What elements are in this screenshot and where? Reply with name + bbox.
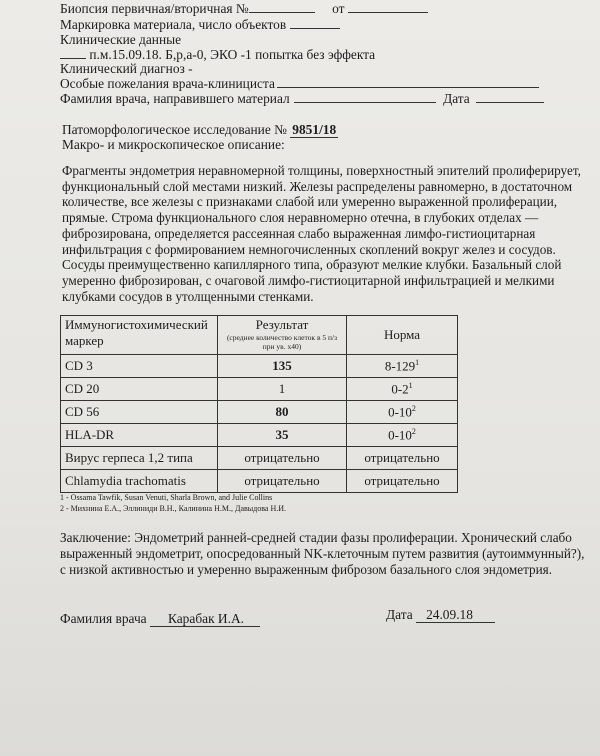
norm-value: 8-129 [384,358,416,374]
clinical-value: п.м.15.09.18. Б,р,а-0, ЭКО -1 попытка без эффекта [89,47,376,62]
study-title: Патоморфологическое исследование № [62,122,287,137]
marker-cell: Chlamydia trachomatis [61,470,218,493]
norm-footnote-ref: 2 [411,403,416,413]
clinical-prefix-blank [60,58,86,59]
biopsy-line [60,1,428,16]
marker-cell: CD 56 [61,401,218,424]
ihc-table-header [61,316,458,355]
footnote-1: 1 - Ossama Tawfik, Susan Venuti, Sharla Brown, and Julie Collins [60,493,273,502]
result-column-note: (среднее количество клеток в 5 п/з при ув. x40) [226,333,338,351]
norm-footnote-ref: 1 [415,357,420,367]
header-date-label: Дата [443,91,470,106]
biopsy-date-blank [348,12,428,13]
table-row [61,424,458,447]
signature-doctor-name: Карабак И.А. [150,611,260,627]
result-column-title: Результат [255,317,309,332]
referring-doctor-line [60,91,544,106]
signature-date-label: Дата [386,607,413,622]
result-column-header [218,316,347,355]
biopsy-label: Биопсия первичная/вторичная № [60,1,249,16]
marking-label: Маркировка материала, число объектов [60,17,287,32]
norm-column-header: Норма [347,316,458,355]
norm-footnote-ref: 2 [411,426,416,436]
study-title-line [62,122,338,138]
ihc-table [60,315,458,493]
result-cell: отрицательно [218,470,347,493]
norm-cell [347,378,458,401]
norm-footnote-ref: 1 [408,380,413,390]
wishes-label: Особые пожелания врача-клинициста [60,76,275,91]
result-cell: 1 [218,378,347,401]
table-row [61,447,458,470]
norm-cell: отрицательно [347,470,458,493]
marker-column-header: Иммуногистохимический маркер [61,316,218,355]
norm-value: 0-10 [388,404,412,420]
clinical-value-line [60,47,375,62]
norm-value: 0-2 [391,381,409,397]
signature-doctor-line [60,611,260,627]
signature-date-line [386,607,495,623]
marker-cell: CD 20 [61,378,218,401]
referring-doctor-label: Фамилия врача, направившего материал [60,91,290,106]
marking-blank [290,28,340,29]
result-cell: 135 [218,355,347,378]
study-subtitle: Макро- и микроскопическое описание: [62,137,285,152]
table-row [61,378,458,401]
norm-value: 0-10 [388,427,412,443]
header-date-blank [476,102,544,103]
marker-cell: CD 3 [61,355,218,378]
norm-cell [347,424,458,447]
wishes-line [60,76,539,91]
clinical-label: Клинические данные [60,32,182,47]
description-text: Фрагменты эндометрия неравномерной толщины, поверхностный эпителий пролиферирует, функциональный слой местами низкий. Железы распределены равномерно, в достаточном количестве, все железы с признаками слабой или умеренно выраженной пролиферации, прямые. Строма функционального слоя неравномерно отечна, в глубоких отделах — фиброзирована, определяется рассеянная слабо выраженная лимфо-гистиоцитарная инфильтрация с формированием немногочисленных скоплений вокруг желез и сосудов. Сосуды преимущественно капиллярного типа, образуют мелкие клубки. Базальный слой умеренно фиброзирован, с очаговой лимфо-гистиоцитарной инфильтрацией и мелкими клубками сосудов в утолщенными стенками. [62,163,581,304]
footnote-2: 2 - Михнина Е.А., Эллиниди В.Н., Калинина Н.М., Давыдова Н.И. [60,504,287,513]
wishes-blank [277,87,539,88]
signature-doctor-label: Фамилия врача [60,611,147,626]
table-row [61,401,458,424]
result-cell: 80 [218,401,347,424]
biopsy-number-blank [249,12,315,13]
signature-date-value: 24.09.18 [416,607,495,623]
norm-cell [347,355,458,378]
table-row [61,355,458,378]
conclusion-text: Заключение: Эндометрий ранней-средней стадии фазы пролиферации. Хронический слабо выраженный эндометрит, опосредованный NK-клеточным путем развития (аутоиммунный?), с низкой активностью и умеренно выраженным фиброзом базального слоя эндометрия. [60,530,585,577]
table-row [61,470,458,493]
result-cell: отрицательно [218,447,347,470]
result-cell: 35 [218,424,347,447]
biopsy-from-label: от [332,1,345,16]
norm-cell: отрицательно [347,447,458,470]
diagnosis-label: Клинический диагноз - [60,61,193,76]
referring-doctor-blank [294,102,436,103]
marker-cell: Вирус герпеса 1,2 типа [61,447,218,470]
study-number: 9851/18 [292,122,337,137]
norm-cell [347,401,458,424]
marking-line [60,17,340,32]
marker-cell: HLA-DR [61,424,218,447]
